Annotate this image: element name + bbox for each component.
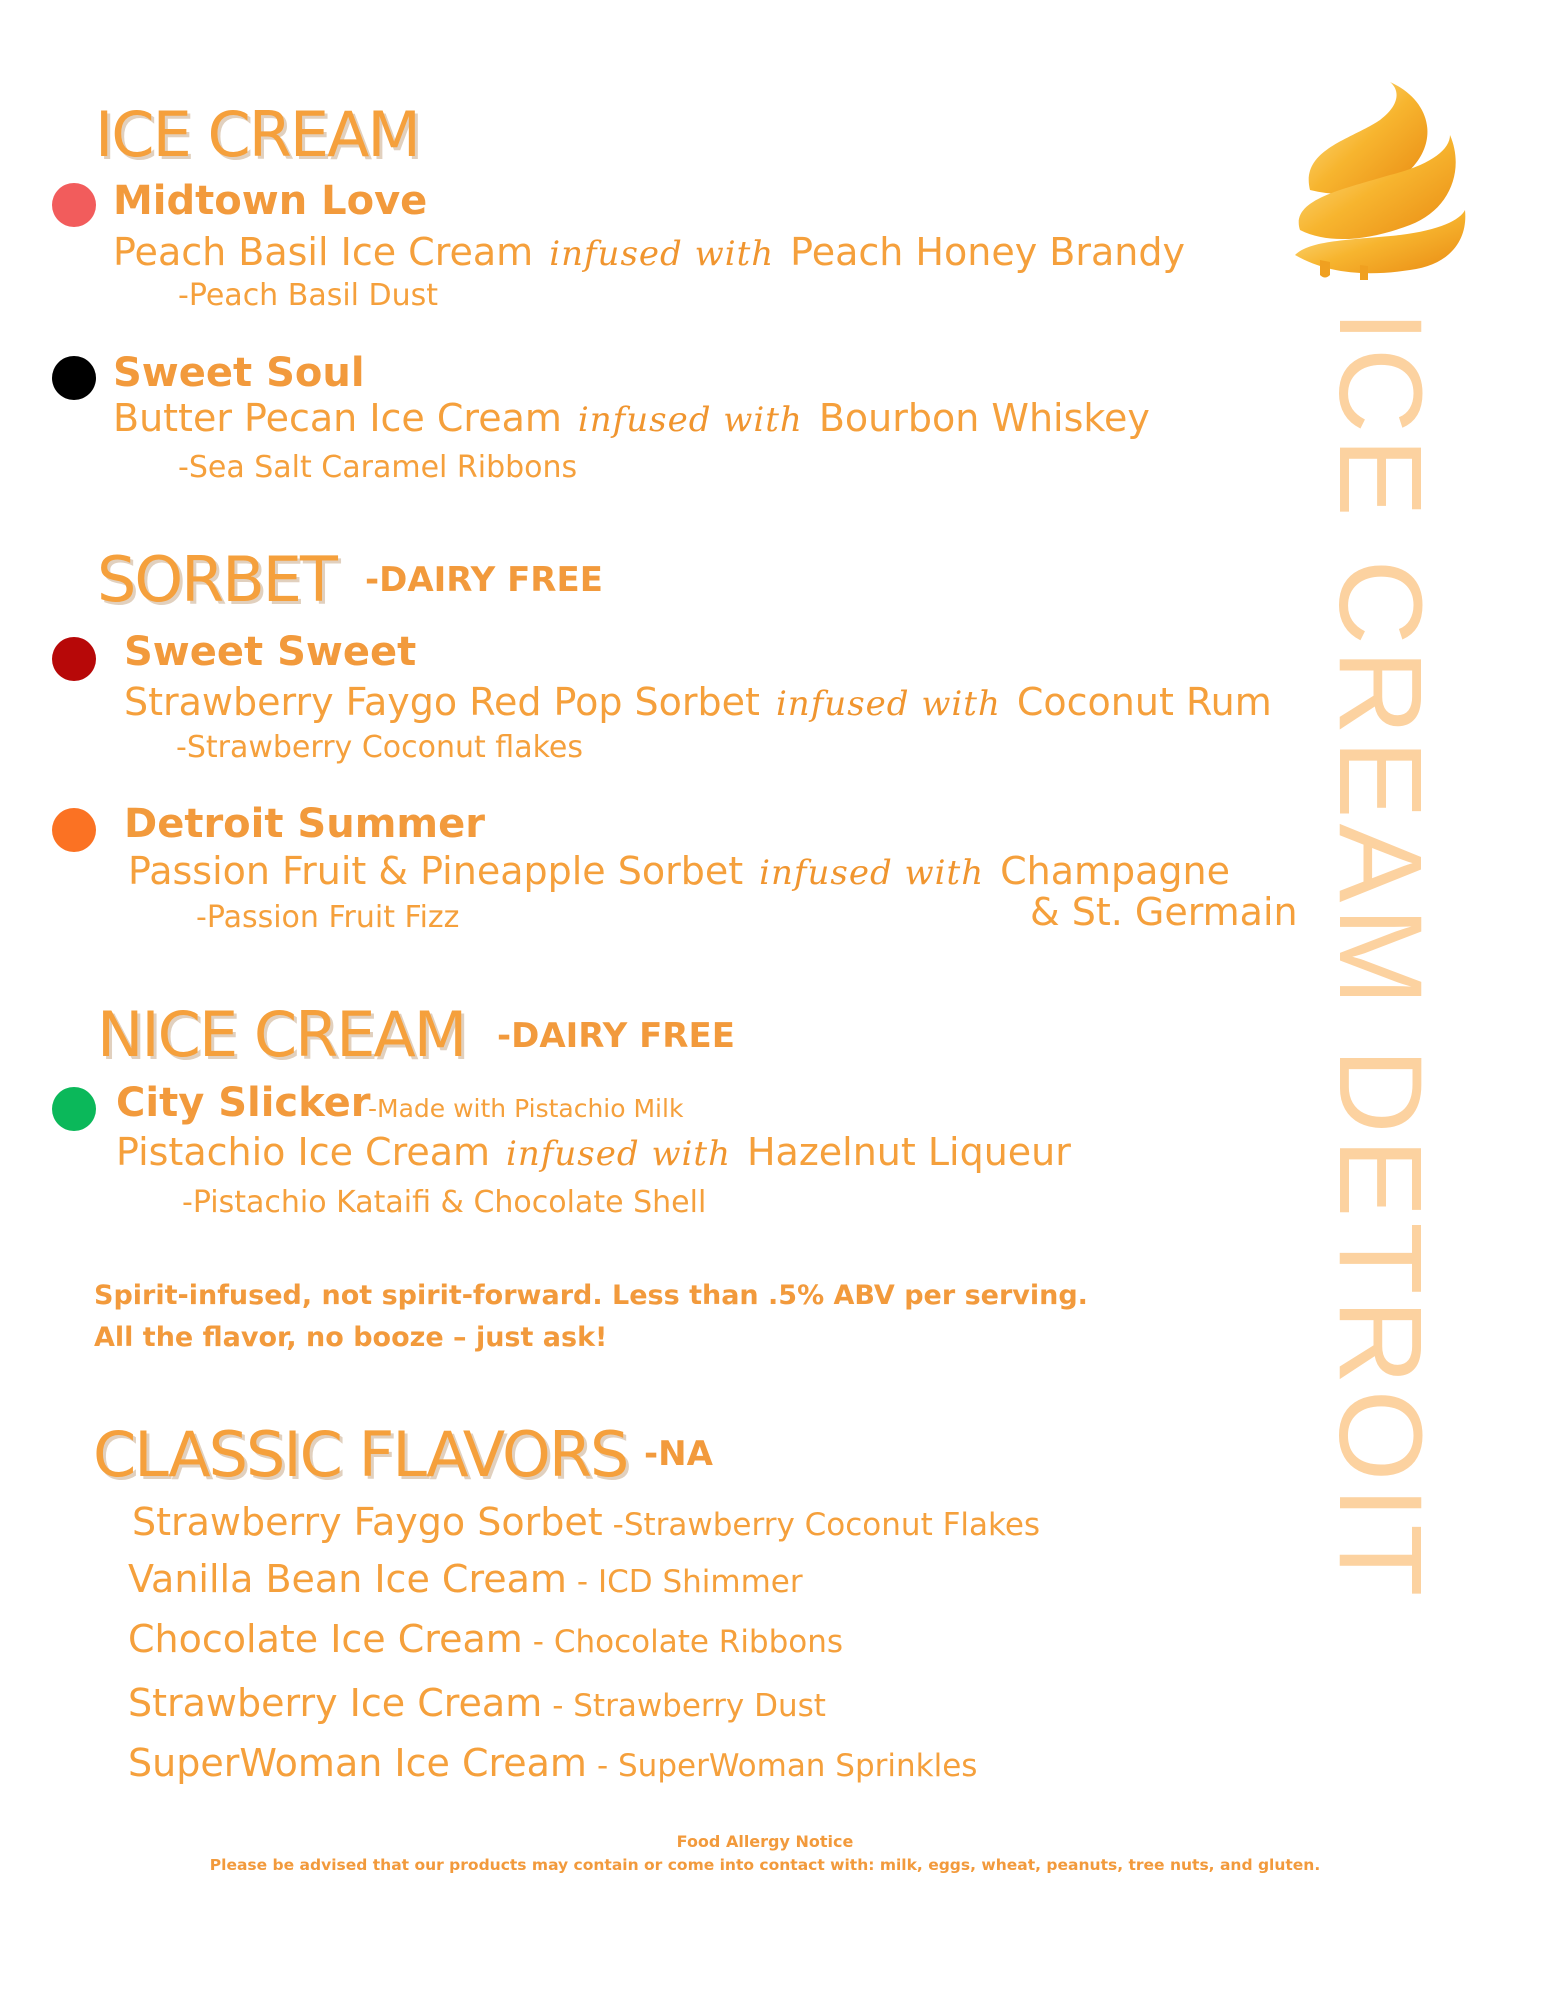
item-description: Pistachio Ice Cream infused with Hazelnut Liqueur <box>116 1130 1071 1174</box>
item-name: Sweet Soul <box>113 350 365 396</box>
allergy-notice-text: Please be advised that our products may contain or come into contact with: milk, eggs, wheat, peanuts, tree nuts, and gluten. <box>209 1856 1321 1874</box>
section-tag-na: -NA <box>644 1434 713 1474</box>
allergy-notice-title: Food Allergy Notice <box>676 1832 854 1851</box>
item-description: Butter Pecan Ice Cream infused with Bourbon Whiskey <box>113 396 1150 440</box>
item-name: Detroit Summer <box>124 801 485 847</box>
midtown-love-dot-icon <box>52 183 96 227</box>
item-name: Sweet Sweet <box>124 629 417 675</box>
item-garnish: -Pistachio Kataifi & Chocolate Shell <box>182 1185 707 1220</box>
section-tag-dairy-free: -DAIRY FREE <box>365 560 603 600</box>
city-slicker-dot-icon <box>52 1087 96 1131</box>
item-garnish: -Strawberry Coconut flakes <box>176 730 583 765</box>
item-name: Midtown Love <box>113 178 428 224</box>
classic-flavor-item: Strawberry Ice Cream - Strawberry Dust <box>128 1681 826 1725</box>
item-name: City Slicker <box>116 1080 371 1126</box>
classic-flavor-item: Chocolate Ice Cream - Chocolate Ribbons <box>128 1617 844 1661</box>
detroit-summer-dot-icon <box>52 808 96 852</box>
section-title-sorbet: SORBET <box>97 543 336 616</box>
ice-cream-swirl-logo <box>1290 80 1470 280</box>
section-tag-dairy-free: -DAIRY FREE <box>497 1016 735 1056</box>
item-garnish: -Passion Fruit Fizz <box>196 900 460 935</box>
item-note: -Made with Pistachio Milk <box>368 1094 684 1123</box>
item-garnish: -Sea Salt Caramel Ribbons <box>178 450 578 485</box>
classic-flavor-item: Strawberry Faygo Sorbet -Strawberry Coconut Flakes <box>132 1500 1041 1544</box>
classic-flavor-item: SuperWoman Ice Cream - SuperWoman Sprinkles <box>128 1741 978 1785</box>
section-title-classic-flavors: CLASSIC FLAVORS <box>93 1418 628 1491</box>
item-garnish: -Peach Basil Dust <box>178 278 439 313</box>
item-description: Passion Fruit & Pineapple Sorbet infused with Champagne <box>128 849 1231 893</box>
sweet-soul-dot-icon <box>52 356 96 400</box>
item-description-line2: & St. Germain <box>1030 890 1298 934</box>
section-title-ice-cream: ICE CREAM <box>95 98 419 171</box>
spirit-note-line1: Spirit-infused, not spirit-forward. Less than .5% ABV per serving. <box>94 1280 1088 1311</box>
sweet-sweet-dot-icon <box>52 637 96 681</box>
item-description: Strawberry Faygo Red Pop Sorbet infused with Coconut Rum <box>124 680 1272 724</box>
item-description: Peach Basil Ice Cream infused with Peach Honey Brandy <box>113 230 1185 274</box>
brand-vertical-title: ICE CREAM DETROIT <box>1314 310 1446 1602</box>
classic-flavor-item: Vanilla Bean Ice Cream - ICD Shimmer <box>128 1557 803 1601</box>
spirit-note-line2: All the flavor, no booze – just ask! <box>94 1322 608 1353</box>
section-title-nice-cream: NICE CREAM <box>97 998 466 1071</box>
